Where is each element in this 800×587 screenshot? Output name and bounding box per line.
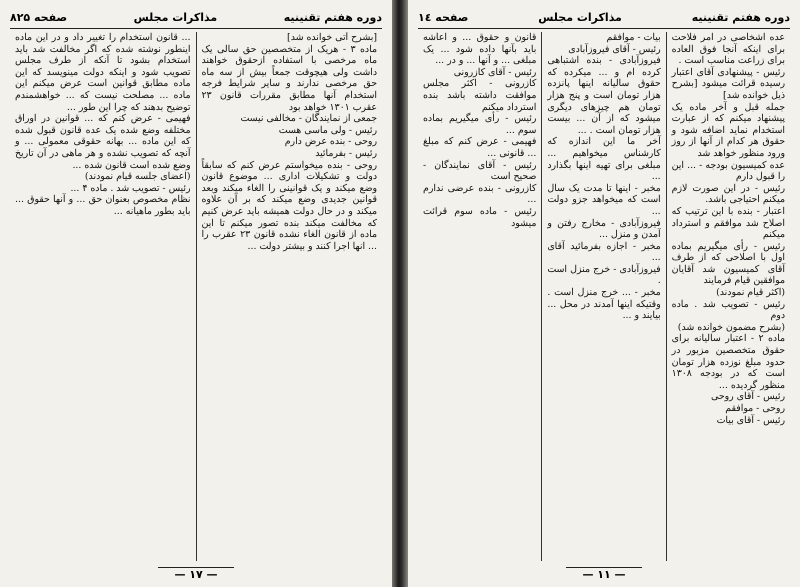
left-column-left [10, 32, 196, 561]
left-page-label: صفحه ۸۲۵ [10, 10, 68, 24]
right-column-left [418, 32, 541, 561]
right-column-2-text: بیات - موافقم رئیس - آقای فیروزآبادی فیروزآبادی - بنده اشتباهی کرده ام و ... میکرده که حقوق سالیانه اینها پانزده هزار تومان است و پنج هزار تومان هم چیزهای دیگری میشود که از آن ... بیست هزار تومان است . ... آخر ما این اندازه که کارشناس میخواهیم ... مبلغی برای تهیه اینها بگذارد ... مخبر - اینها تا مدت یک سال است که میخواهد جزو دولت ... فیروزآبادی - مخارج رفتن و آمدن و منزل ... مخبر - اجازه بفرمائید آقای ... فیروزآبادی - خرج منزل است . مخبر - ... خرج منزل است . وقتیکه اینها آمدند در محل ... بیایند و ... [547, 32, 661, 322]
left-column-2-text: ... قانون استخدام را تغییر داد و در این ماده اینطور نوشته شده که اگر مخالفت شد باید استخدام بشود تا آنکه از طرف مجلس تصویب شود و اینکه دولت مینویسد که این ماده مطابق قوانین است عرض میکنم این ماده ... مصلحت نیست که ... خواهشمندم توضیح بدهند که چرا این طور ... فهیمی - عرض کنم که ... قوانین در اوراق مختلفه وضع شده یک عده قانون قبول شده که این ماده ... بهانه حقوقی معمولی ... و آنچه که تصویب نشده و هر ماهی در آن تاریخ وضع شده است قانون شده ... (اعضای جلسه قیام نمودند) رئیس - تصویب شد . ماده ۴ ... نظام مخصوص بعنوان حق ... و آنها حقوق ... باید بطور ماهیانه ... [15, 32, 191, 217]
right-column-right [667, 32, 790, 561]
right-column-3-text: قانون و حقوق ... و اعاشه باید بآنها داده شود ... یک مبلغی ... و آنها ... و در ... رئیس - آقای کازرونی کازرونی - اکثر مجلس موافقت داشته باشد بنده استرداد میکنم رئیس - رأی میگیریم بماده سوم ... فهیمی - عرض کنم که مبلغ ... قانونی ... رئیس - آقای نمایندگان - صحیح است کازرونی - بنده عرضی ندارم ... رئیس - ماده سوم قرائت میشود [423, 32, 537, 229]
left-column-1-text: [بشرح آتی خوانده شد] ماده ۳ - هریک از متخصصین حق سالی یک ماه مرخصی با استفاده ازحقوق خواهند داشت ولی هیچوقت جمعاً بیش از سه ماه حق مرخصی ندارند و سایر شرایط فرجه استخدام آنها مطابق مقررات قانون ۲۳ عقرب ۱۳۰۱ خواهد بود جمعی از نمایندگان - مخالفی نیست رئیس - ولی ماسی هست روحی - بنده عرض دارم رئیس - بفرمائید روحی - بنده میخواستم عرض کنم که سابقاً دولت و تشکیلات اداری ... موضوع قانون وضع میکند و یک قوانینی را الغاء میکند وبعد قوانین جدیدی وضع میکند که بر آن علاوه میکند و در حال دولت همیشه باید عرض کنیم که مخالفت میکند بنده تصور میکنم تا این ماده از قانون الغاء نشده قانون ۲۳ عقرب را ... انها اجرا کنند و بیشتر دولت ... [201, 32, 377, 252]
right-column-1-text: عده اشخاصی در امر فلاحت برای اینکه آنجا فوق العاده برای زراعت مناسب است . رئیس - پیشنهادی آقای اعتبار رسیده قرائت میشود [بشرح ذیل خوانده شد] جمله قبل و آخر ماده یک پیشنهاد میکنم که از عبارت استخدام نماید اضافه شود و حقوق هر کدام از آنها از روز ورود منظور خواهد شد عده کمیسیون بودجه - ... این را قبول دارم رئیس - در این صورت لازم میکنم احتیاجی باشد. اعتبار - بنده با این ترتیب که اصلاح شد موافقم و استرداد میکنم رئیس - رأی میگیریم بماده اول با اصلاحی که از طرف آقای کمیسیون شد آقایان موافقین قیام فرمایند (اکثر قیام نمودند) رئیس - تصویب شد . ماده دوم (بشرح مضمون خوانده شد) ماده ۲ - اعتبار سالیانه برای حقوق متخصصین مزبور در حدود مبلغ نوزده هزار تومان است که در بودجه ۱۳۰۸ منظور گردیده ... رئیس - آقای روحی روحی - موافقم رئیس - آقای بیات [671, 32, 785, 426]
right-page-number: — ۱۱ — [566, 567, 641, 581]
right-page-label: صفحه ۱٤ [418, 10, 469, 24]
right-page [408, 0, 800, 587]
book-gutter [392, 0, 408, 587]
left-page [0, 0, 392, 587]
column-divider [541, 32, 542, 561]
left-page-footer [0, 568, 392, 581]
left-columns [10, 32, 382, 561]
right-title: مذاکرات مجلس [538, 10, 622, 24]
left-page-number: — ۱۷ — [158, 567, 233, 581]
left-title: مذاکرات مجلس [133, 10, 218, 24]
right-session-label: دوره هفتم تقنینیه [691, 10, 790, 24]
right-columns [418, 32, 790, 561]
left-page-header [10, 6, 382, 29]
left-session-label: دوره هفتم تقنینیه [283, 10, 382, 24]
left-column-right [197, 32, 383, 561]
right-page-header [418, 6, 790, 29]
column-divider [666, 32, 667, 561]
right-page-footer [408, 568, 800, 581]
right-column-middle [542, 32, 665, 561]
column-divider [196, 32, 197, 561]
